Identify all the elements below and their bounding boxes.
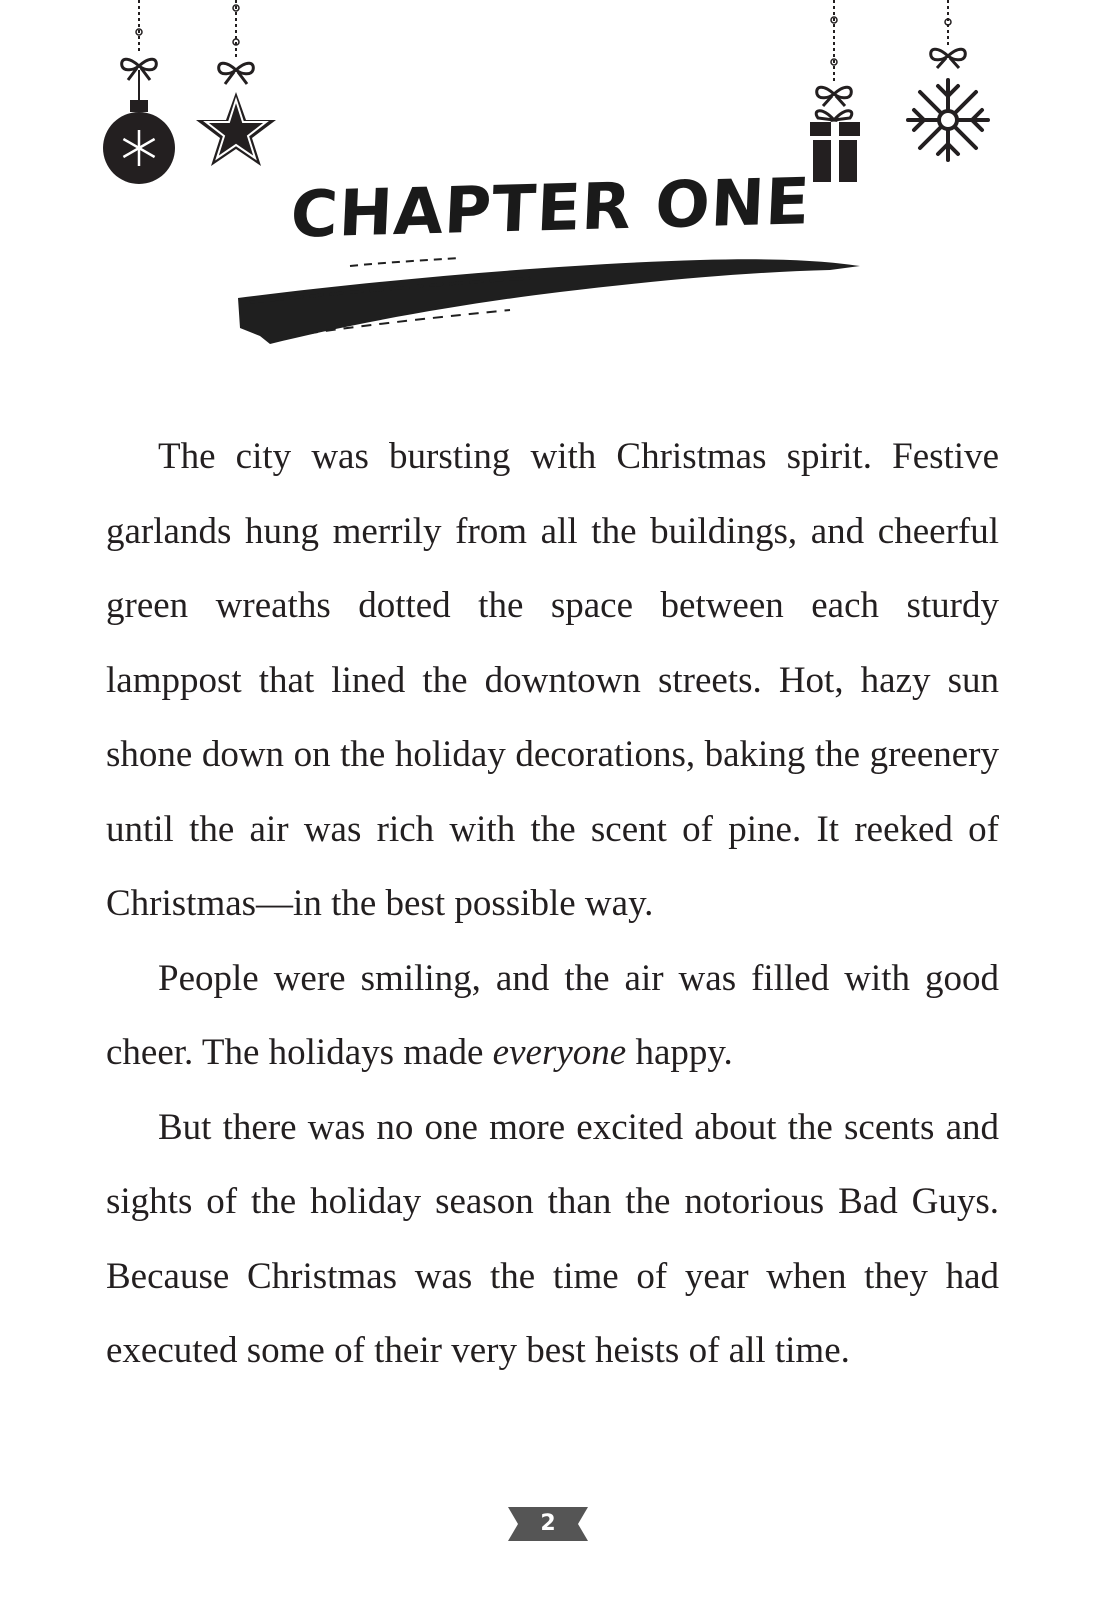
- chapter-body-text: [106, 420, 999, 1389]
- chapter-title: CHAPTER ONE: [289, 165, 812, 253]
- page-number-badge: [508, 1507, 588, 1541]
- brush-stroke-underline: [230, 240, 870, 360]
- paragraph-2-end: happy.: [626, 1032, 733, 1073]
- paragraph-1: The city was bursting with Christmas spirit. Festive garlands hung merrily from all the buildings, and cheerful green wreaths dotted the space between each sturdy lamppost that lined the downtown streets. Hot, hazy sun shone down on the holiday decorations, baking the greenery until the air was rich with the scent of pine. It reeked of Christmas—in the best possible way.: [106, 436, 999, 924]
- snowflake-ornament-icon: [908, 0, 988, 160]
- gift-ornament-icon: [810, 0, 860, 182]
- paragraph-3: But there was no one more excited about the scents and sights of the holiday season than the notorious Bad Guys. Because Christmas was the time of year when they had executed some of their very best heists of all time.: [106, 1106, 999, 1371]
- bauble-ornament-icon: [103, 0, 175, 184]
- paragraph-2-start: People were smiling, and the air was filled with good cheer. The holidays made: [106, 957, 999, 1073]
- star-ornament-icon: [196, 0, 276, 166]
- emphasized-word: everyone: [492, 1032, 627, 1073]
- page-number: 2: [540, 1511, 556, 1536]
- paragraph-2: [106, 942, 999, 1091]
